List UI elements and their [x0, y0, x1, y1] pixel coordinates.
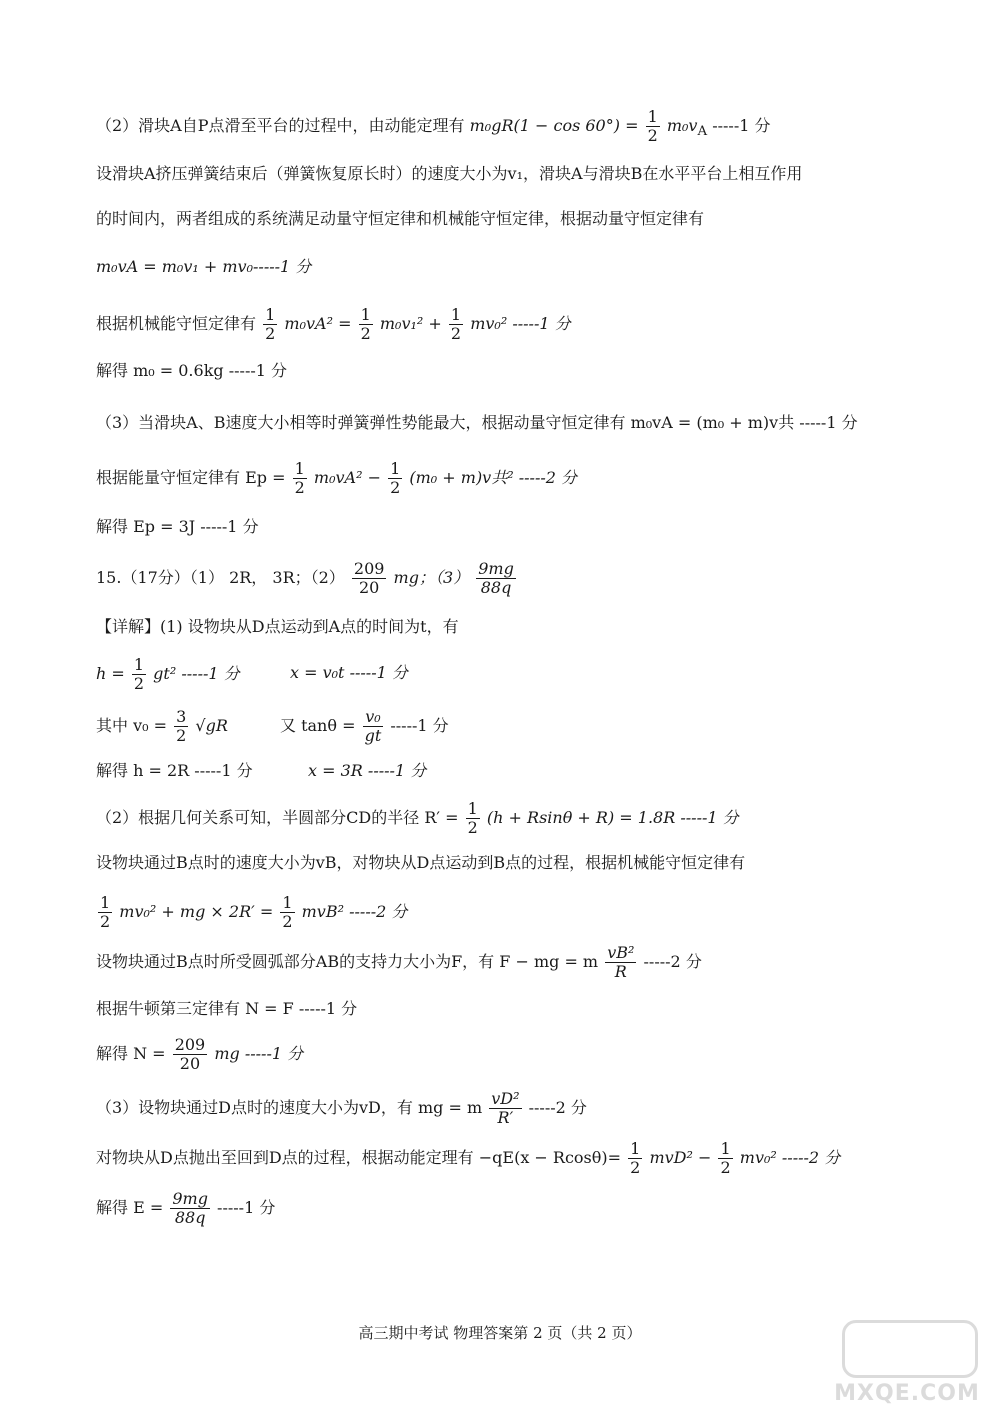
fraction: $\frac{209}{20}$ — [353, 559, 385, 597]
fraction: $\frac{9mg}{88q}$ — [172, 1189, 208, 1227]
eq-line-14a: 解得 h = 2R -----1 分 — [96, 761, 253, 780]
text: 其中 v₀ = — [96, 716, 168, 735]
text: （3）设物块通过D点时的速度大小为vD，有 mg = m — [96, 1098, 483, 1117]
text: 根据能量守恒定律有 Ep = — [96, 468, 286, 487]
text: 又 tanθ = — [280, 716, 356, 735]
eq-line-9: 解得 Ep = 3J -----1 分 — [96, 517, 259, 536]
eq-line-23 — [96, 1190, 275, 1227]
eq-line-6: 解得 m₀ = 0.6kg -----1 分 — [96, 361, 288, 380]
eq-line-8 — [96, 460, 577, 497]
text: 15.（17分）（1） 2R， 3R；（2） — [96, 568, 345, 587]
watermark-text: MXQE.COM — [834, 1381, 980, 1406]
score: -----1 分 — [217, 1198, 276, 1217]
fraction: $\frac{1}{2}$ — [720, 1139, 731, 1177]
fraction: $\frac{209}{20}$ — [174, 1035, 206, 1073]
score: -----1 分 — [712, 116, 771, 135]
text-line-2: 设滑块A挤压弹簧结束后（弹簧恢复原长时）的速度大小为v₁，滑块A与滑块B在水平平台上相互作用 — [96, 164, 803, 183]
math: mvD² − — [649, 1148, 712, 1167]
page-footer: 高三期中考试 物理答案第 2 页（共 2 页） — [358, 1324, 642, 1342]
fraction: $\frac{1}{2}$ — [360, 305, 371, 343]
watermark-shape-icon — [842, 1320, 978, 1378]
watermark-logo — [822, 1316, 992, 1406]
text: （2）滑块A自P点滑至平台的过程中，由动能定理有 — [96, 116, 465, 135]
eq-line-1: （2）滑块A自P点滑至平台的过程中，由动能定理有 m₀gR(1 − cos 60°) = $\frac{1}{2}$ $m_0v_A$ -----1 分 — [96, 107, 771, 145]
math: √gR — [195, 716, 228, 735]
text-line-3: 的时间内，两者组成的系统满足动量守恒定律和机械能守恒定律，根据动量守恒定律有 — [96, 209, 705, 228]
eq-line-7: （3）当滑块A、B速度大小相等时弹簧弹性势能最大，根据动量守恒定律有 m₀vA = (m₀ + m)v共 -----1 分 — [96, 413, 858, 432]
math: m₀vA² − — [313, 468, 381, 487]
math: mv₀² -----2 分 — [739, 1148, 841, 1167]
math: mv₀² + mg × 2R′ = — [119, 902, 274, 921]
eq-line-22 — [96, 1140, 840, 1177]
math: mvB² -----2 分 — [301, 902, 408, 921]
score: -----2 分 — [643, 952, 702, 971]
math: m₀v₁² + — [379, 314, 442, 333]
fraction: $\frac{1}{2}$ — [294, 459, 305, 497]
eq-line-18 — [96, 944, 702, 981]
eq-line-12 — [96, 656, 240, 693]
math: h = — [96, 664, 125, 683]
text-line-16: 设物块通过B点时的速度大小为vB，对物块从D点运动到B点的过程，根据机械能守恒定律有 — [96, 853, 746, 872]
text: 对物块从D点抛出至回到D点的过程，根据动能定理有 −qE(x − Rcosθ)= — [96, 1148, 622, 1167]
math: mg -----1 分 — [214, 1044, 304, 1063]
math: m₀gR(1 − cos 60°) = — [469, 116, 639, 135]
text: 解得 N = — [96, 1044, 166, 1063]
eq-line-15 — [96, 800, 739, 837]
text: 设物块通过B点时所受圆弧部分AB的支持力大小为F，有 F − mg = m — [96, 952, 599, 971]
fraction: $\frac{1}{2}$ — [390, 459, 401, 497]
eq-line-20 — [96, 1036, 303, 1073]
fraction: $\frac{1}{2}$ — [647, 107, 658, 145]
eq-line-14b: x = 3R -----1 分 — [308, 761, 427, 780]
answer-line-15 — [96, 560, 518, 597]
fraction: $\frac{3}{2}$ — [176, 707, 187, 745]
text-line-11: 【详解】(1) 设物块从D点运动到A点的时间为t，有 — [96, 617, 459, 636]
score: -----1 分 — [390, 716, 449, 735]
fraction: $\frac{\text{vB²}}{R}$ — [607, 943, 635, 981]
eq-line-13 — [96, 708, 228, 745]
fraction: $\frac{1}{2}$ — [133, 655, 145, 693]
math: m₀v — [666, 116, 698, 135]
fraction: $\frac{9mg}{88q}$ — [478, 559, 514, 597]
math: mg；（3） — [393, 568, 470, 587]
eq-line-19: 根据牛顿第三定律有 N = F -----1 分 — [96, 999, 358, 1018]
score: -----2 分 — [528, 1098, 587, 1117]
eq-line-12b: x = v₀t -----1 分 — [290, 663, 408, 682]
fraction: $\frac{\text{v₀}}{gt}$ — [364, 707, 382, 745]
text: 解得 E = — [96, 1198, 164, 1217]
math: (h + Rsinθ + R) = 1.8R -----1 分 — [486, 808, 739, 827]
eq-line-5 — [96, 306, 571, 343]
math: m₀vA² = — [284, 314, 352, 333]
text: 根据机械能守恒定律有 — [96, 314, 257, 333]
fraction: $\frac{1}{2}$ — [450, 305, 462, 343]
fraction: $\frac{\text{vD²}}{R'}$ — [491, 1089, 520, 1127]
eq-line-13b — [280, 708, 449, 745]
eq-line-4: m₀vA = m₀v₁ + mv₀-----1 分 — [96, 257, 312, 276]
math: gt² -----1 分 — [153, 664, 240, 683]
fraction: $\frac{1}{2}$ — [467, 799, 478, 837]
fraction: $\frac{1}{2}$ — [265, 305, 276, 343]
fraction: $\frac{1}{2}$ — [100, 893, 111, 931]
math: (m₀ + m)v共² -----2 分 — [409, 468, 578, 487]
text: （2）根据几何关系可知，半圆部分CD的半径 R′ = — [96, 808, 459, 827]
fraction: $\frac{1}{2}$ — [282, 893, 293, 931]
eq-line-17 — [96, 894, 407, 931]
math: mv₀² -----1 分 — [470, 314, 571, 333]
eq-line-21 — [96, 1090, 587, 1127]
fraction: $\frac{1}{2}$ — [630, 1139, 641, 1177]
